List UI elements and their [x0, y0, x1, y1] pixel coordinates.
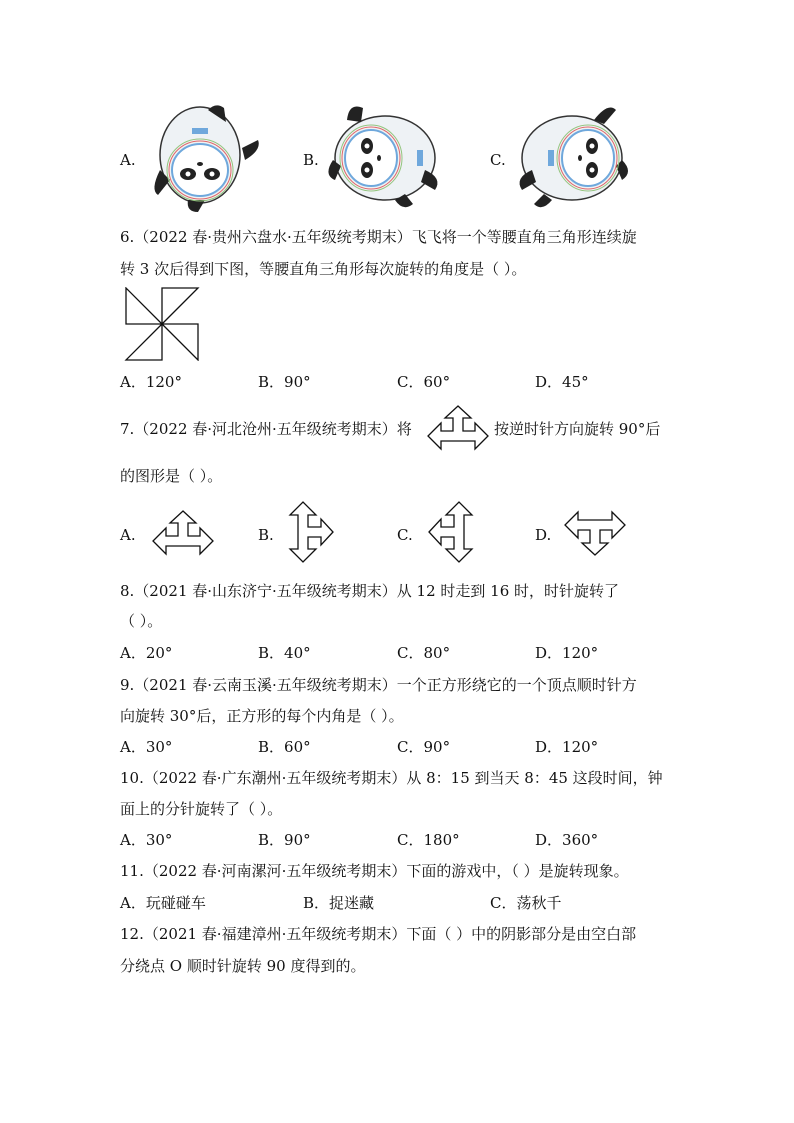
q10-text-line1: 10.（2022 春·广东潮州·五年级统考期末）从 8：15 到当天 8：45 这段时间，钟 — [120, 769, 663, 787]
q10-option-a: A．30° — [120, 831, 173, 849]
q6-option-d: D．45° — [535, 373, 589, 391]
q12-text-line1: 12.（2021 春·福建漳州·五年级统考期末）下面（ ）中的阴影部分是由空白部 — [120, 925, 637, 943]
q9-option-a: A．30° — [120, 738, 173, 756]
q7-arrow-figure — [427, 405, 489, 455]
q6-option-b: B．90° — [258, 373, 311, 391]
q9-option-b: B．60° — [258, 738, 311, 756]
q10-option-c: C．180° — [397, 831, 460, 849]
q7-text-line1-end: 按逆时针方向旋转 90°后 — [494, 420, 661, 438]
q11-text-line1: 11.（2022 春·河南漯河·五年级统考期末）下面的游戏中，（ ）是旋转现象。 — [120, 862, 629, 880]
q10-option-b: B．90° — [258, 831, 311, 849]
q7-option-a-figure — [152, 510, 214, 560]
q8-option-b: B．40° — [258, 644, 311, 662]
q11-option-c: C．荡秋千 — [490, 894, 562, 912]
q12-text-line2: 分绕点 O 顺时针旋转 90 度得到的。 — [120, 957, 366, 975]
q8-option-a: A．20° — [120, 644, 173, 662]
q7-option-c-label: C. — [397, 526, 413, 544]
q10-option-d: D．360° — [535, 831, 599, 849]
q7-option-a-label: A. — [120, 526, 136, 544]
q7-option-d-label: D. — [535, 526, 552, 544]
q6-text-line2: 转 3 次后得到下图，等腰直角三角形每次旋转的角度是（ ）。 — [120, 260, 527, 278]
q8-option-d: D．120° — [535, 644, 599, 662]
q6-option-a: A．120° — [120, 373, 182, 391]
q9-option-d: D．120° — [535, 738, 599, 756]
q8-text-line2: （ ）。 — [120, 612, 163, 630]
q7-option-b-figure — [288, 501, 334, 567]
q8-option-c: C．80° — [397, 644, 451, 662]
q9-text-line1: 9.（2021 春·云南玉溪·五年级统考期末）一个正方形绕它的一个顶点顺时针方 — [120, 676, 637, 694]
q5-option-c-label: C. — [490, 151, 506, 169]
q5-option-b-mascot-image — [325, 100, 445, 215]
q9-option-c: C．90° — [397, 738, 451, 756]
q5-option-b-label: B. — [303, 151, 319, 169]
q6-option-c: C．60° — [397, 373, 451, 391]
q9-text-line2: 向旋转 30°后，正方形的每个内角是（ ）。 — [120, 707, 404, 725]
q5-option-a-label: A. — [120, 151, 136, 169]
q11-option-b: B．捉迷藏 — [303, 894, 375, 912]
q7-option-d-figure — [564, 510, 626, 560]
q6-pinwheel-figure — [124, 287, 200, 365]
q7-text-line2: 的图形是（ ）。 — [120, 467, 223, 485]
q5-option-c-mascot-image — [512, 100, 632, 215]
q11-option-a: A．玩碰碰车 — [120, 894, 206, 912]
q6-text-line1: 6.（2022 春·贵州六盘水·五年级统考期末）飞飞将一个等腰直角三角形连续旋 — [120, 228, 637, 246]
q7-option-c-figure — [428, 501, 474, 567]
q8-text-line1: 8.（2021 春·山东济宁·五年级统考期末）从 12 时走到 16 时，时针旋转了 — [120, 582, 620, 600]
q7-option-b-label: B. — [258, 526, 274, 544]
q7-text-line1-start: 7.（2022 春·河北沧州·五年级统考期末）将 — [120, 420, 412, 438]
q10-text-line2: 面上的分针旋转了（ ）。 — [120, 800, 283, 818]
q5-option-a-mascot-image — [150, 100, 265, 215]
